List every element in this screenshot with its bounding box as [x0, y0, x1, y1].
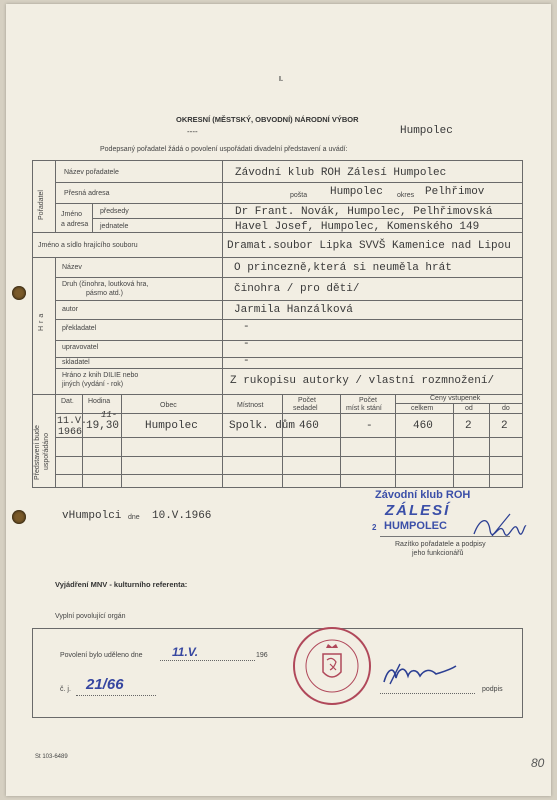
signature-caption-line2: jeho funkcionářů — [412, 550, 464, 557]
form-code: St 103-6489 — [35, 754, 68, 760]
authority-signature — [380, 660, 460, 690]
signature-caption-line1: Razítko pořadatele a podpisy — [395, 541, 486, 548]
office-title: OKRESNÍ (MĚSTSKÝ, OBVODNÍ) NÁRODNÍ VÝBOR — [176, 115, 359, 124]
row-divider — [32, 257, 523, 258]
chair-value: Dr Frant. Novák, Humpolec, Pelhřimovská — [235, 206, 493, 218]
composer-label: skladatel — [62, 359, 90, 366]
authority-box-top — [32, 628, 523, 629]
posta-value: Humpolec — [330, 186, 383, 198]
signing-date-label: dne — [128, 514, 140, 521]
okres-value: Pelhřimov — [425, 186, 485, 198]
row-divider — [55, 368, 523, 369]
posta-label: pošta — [290, 192, 308, 199]
granted-year-prefix: 196 — [256, 652, 268, 659]
composer-value: - — [243, 355, 250, 367]
rep-label: jednatele — [100, 223, 129, 230]
okres-label: okres — [397, 192, 415, 199]
perf-place: Spolk. dům — [229, 420, 296, 432]
perf-town: Humpolec — [145, 420, 198, 432]
chair-label: předsedy — [100, 208, 129, 215]
issuer-label: Vyplní povolující orgán — [55, 613, 126, 620]
play-title-label: Název — [62, 264, 82, 271]
perf-col-divider — [453, 403, 454, 488]
authority-box-left — [32, 628, 33, 718]
granted-value: 11.V. — [172, 645, 199, 659]
roman-numeral: I. — [279, 76, 283, 83]
authority-box-right — [522, 628, 523, 718]
address-label: Přesná adresa — [64, 190, 110, 197]
row-divider — [55, 340, 523, 341]
col-prices-header: Ceny vstupenek — [430, 395, 481, 402]
col-hour-header: Hodina — [88, 398, 111, 405]
col-total-header: celkem — [411, 405, 434, 412]
club-stamp-line2: ZÁLESÍ — [385, 502, 451, 519]
organizer-section-label: Pořadatel — [38, 190, 45, 220]
source-label-line1: Hráno z knih DILIE nebo — [62, 372, 139, 379]
perf-row-line — [55, 474, 523, 475]
perf-standing: - — [366, 420, 373, 432]
punch-hole-bottom — [12, 510, 26, 524]
signature-line — [380, 536, 510, 537]
col-seats-header-2: sedadel — [293, 405, 318, 412]
ensemble-label: Jméno a sídlo hrajícího souboru — [38, 242, 138, 249]
col-place-header: Místnost — [237, 402, 264, 409]
adapter-label: upravovatel — [62, 344, 99, 351]
col-standing-header-2: míst k stání — [346, 405, 382, 412]
perf-from: 2 — [465, 420, 472, 432]
perf-seats: 460 — [299, 420, 319, 432]
col-from-header: od — [465, 405, 473, 412]
perf-date-line1: 11.V. — [57, 416, 88, 427]
author-label: autor — [62, 306, 78, 313]
col-town-header: Obec — [160, 402, 177, 409]
cj-label: č. j. — [60, 686, 71, 693]
perf-col-divider — [489, 403, 490, 488]
intro-text: Podepsaný pořadatel žádá o povolení uspořádati divadelní představení a uvádí: — [100, 146, 348, 153]
cj-dotted-line — [76, 695, 156, 696]
authority-box-bottom — [32, 717, 523, 718]
section-column-divider — [55, 160, 56, 232]
perf-row-line — [55, 437, 523, 438]
performance-section-label-1: Představení bude — [34, 425, 41, 480]
translator-label: překladatel — [62, 325, 97, 332]
organizer-signature — [470, 512, 530, 542]
person-label-line1: Jméno — [61, 211, 83, 218]
row-divider — [92, 218, 523, 219]
signing-place: vHumpolci — [62, 510, 122, 522]
rep-value: Havel Josef, Humpolec, Komenského 149 — [235, 221, 480, 233]
source-label-line2: jiných (vydání - rok) — [62, 381, 124, 388]
kind-value: činohra / pro děti/ — [234, 283, 360, 295]
granted-dotted-line — [160, 660, 255, 661]
club-stamp-line3: HUMPOLEC — [384, 520, 447, 532]
person-label-line2: a adresa — [61, 221, 89, 228]
table-border-bottom — [32, 487, 523, 488]
granted-label: Povolení bylo uděleno dne — [60, 652, 143, 659]
row-divider — [55, 203, 523, 204]
prices-subheader-line — [395, 403, 523, 404]
table-border-top — [32, 160, 523, 161]
author-value: Jarmila Hanzálková — [234, 304, 353, 316]
mnv-statement-label: Vyjádření MNV - kulturního referenta: — [55, 580, 188, 589]
organizer-name-value: Závodní klub ROH Zálesí Humpolec — [235, 167, 447, 179]
office-value: Humpolec — [400, 125, 453, 137]
col-date-header: Dat. — [61, 398, 74, 405]
club-stamp-line1: Závodní klub ROH — [375, 489, 471, 501]
row-divider — [55, 277, 523, 278]
punch-hole-top — [12, 286, 26, 300]
perf-to: 2 — [501, 420, 508, 432]
ensemble-value: Dramat.soubor Lipka SVVŠ Kamenice nad Lipou — [227, 240, 511, 252]
authority-seal-icon — [290, 624, 374, 708]
row-divider — [55, 357, 523, 358]
play-section-label: Hra — [38, 310, 45, 331]
table-border-right — [522, 160, 523, 488]
perf-total: 460 — [413, 420, 433, 432]
sign-dotted-line — [380, 693, 475, 694]
row-divider — [55, 319, 523, 320]
page-number: 80 — [531, 756, 545, 770]
row-divider — [55, 300, 523, 301]
performance-section-label-2: uspořádáno — [43, 433, 50, 470]
play-title-value: O princezně,která si neuměla hrát — [234, 262, 452, 274]
col-to-header: do — [502, 405, 510, 412]
perf-hour-note: 11- — [101, 410, 118, 420]
table-border-left — [32, 160, 33, 488]
club-stamp-number: 2 — [372, 523, 377, 532]
sign-label: podpis — [482, 686, 503, 693]
translator-value: - — [243, 321, 250, 333]
col-seats-header-1: Počet — [298, 397, 316, 404]
col-standing-header-1: Počet — [359, 397, 377, 404]
source-value: Z rukopisu autorky / vlastní rozmnožení/ — [230, 375, 495, 387]
adapter-value: - — [243, 338, 250, 350]
perf-date-line2: 1966 — [58, 427, 83, 438]
perf-row-line — [55, 456, 523, 457]
kind-label-line2: pásmo atd.) — [86, 290, 123, 297]
signing-date-value: 10.V.1966 — [152, 510, 212, 522]
cj-value: 21/66 — [86, 676, 124, 693]
organizer-name-label: Název pořadatele — [64, 169, 119, 176]
kind-label-line1: Druh (činohra, loutková hra, — [62, 281, 149, 288]
row-divider — [55, 182, 523, 183]
perf-hour: 19,30 — [86, 420, 120, 432]
perf-header-line — [55, 413, 523, 414]
office-underline-dashes: ---- — [187, 127, 198, 136]
